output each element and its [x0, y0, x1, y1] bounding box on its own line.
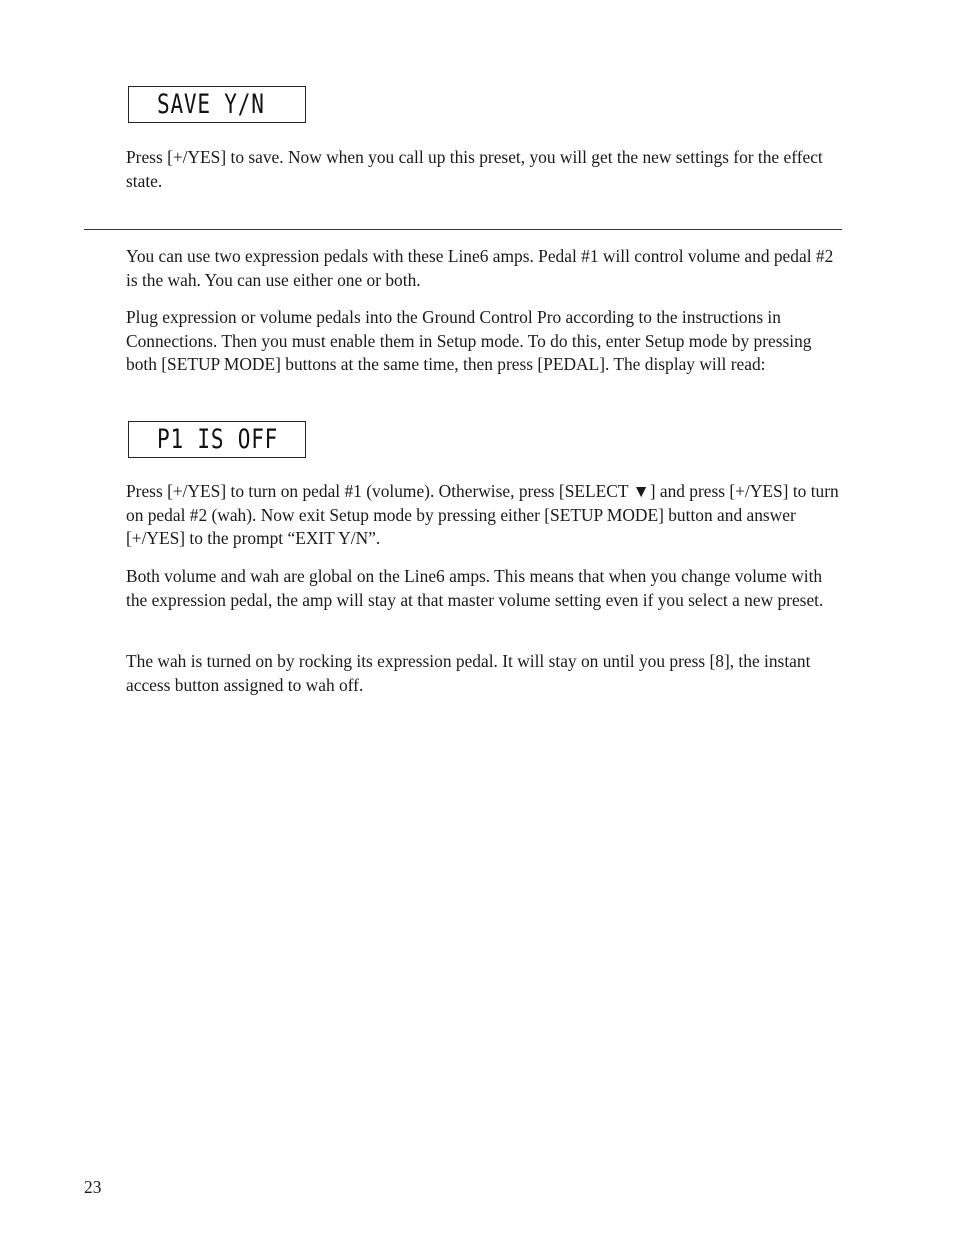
turn-on-paragraph: Press [+/YES] to turn on pedal #1 (volume). Otherwise, press [SELECT ▼] and press [+/YES] to turn on pedal #2 (wah). Now exit Setup mode by pressing either [SETUP MODE] button and answer [+/YES] to the prompt “EXIT Y/N”. [126, 481, 839, 548]
save-instruction-paragraph: Press [+/YES] to save. Now when you call up this preset, you will get the new settings for the effect state. [126, 147, 823, 191]
global-paragraph: Both volume and wah are global on the Line6 amps. This means that when you change volume with the expression pedal, the amp will stay at that master volume setting even if you select a new preset. [126, 566, 824, 610]
lcd-display-pedal [128, 421, 306, 458]
section-divider [84, 229, 842, 230]
intro-paragraph: You can use two expression pedals with these Line6 amps. Pedal #1 will control volume and pedal #2 is the wah. You can use either one or both. [126, 246, 834, 290]
lcd-display-save [128, 86, 306, 123]
lcd-display-text: P1 IS OFF [157, 424, 279, 455]
page-number: 23 [84, 1177, 102, 1197]
plug-paragraph: Plug expression or volume pedals into the Ground Control Pro according to the instructions in Connections. Then you must enable them in Setup mode. To do this, enter Setup mode by pressing both [SETUP MODE] buttons at the same time, then press [PEDAL]. The display will read: [126, 307, 812, 374]
wah-paragraph: The wah is turned on by rocking its expression pedal. It will stay on until you press [8], the instant access button assigned to wah off. [126, 651, 811, 695]
lcd-display-text: SAVE Y/N [157, 89, 265, 120]
